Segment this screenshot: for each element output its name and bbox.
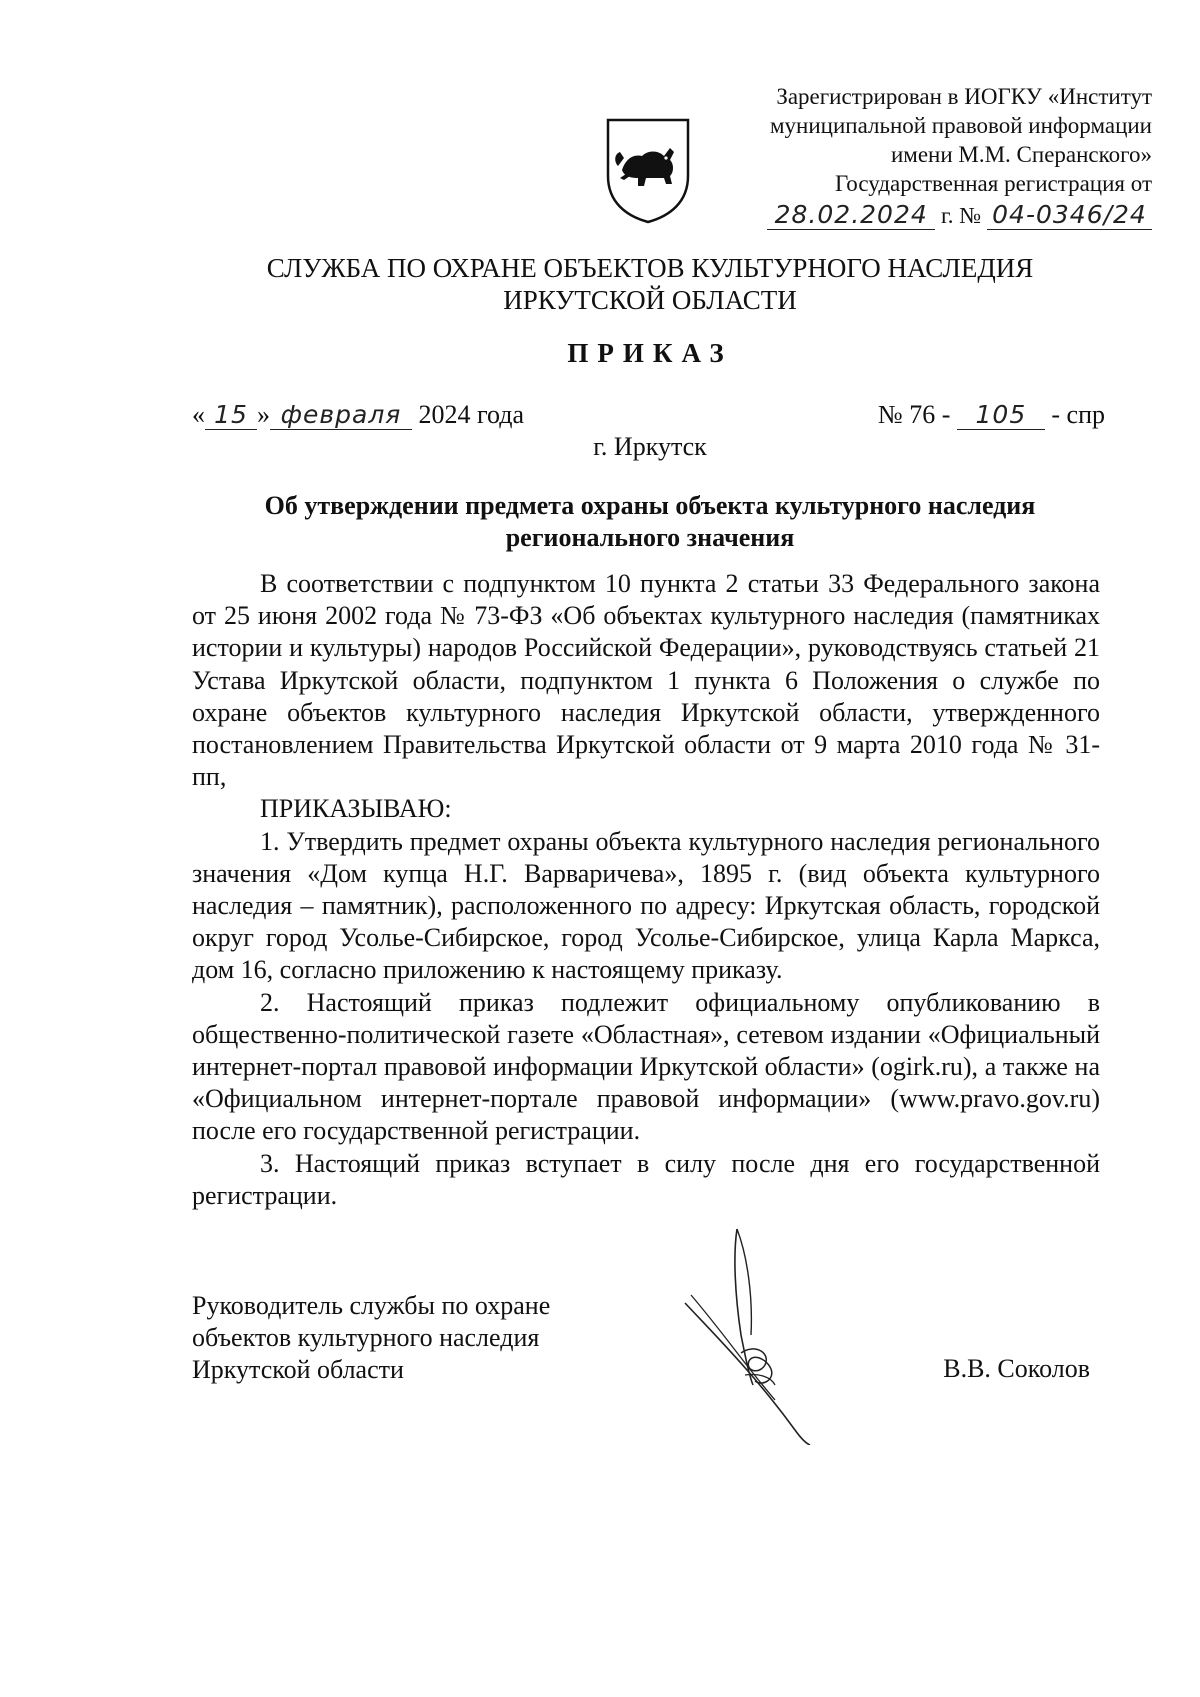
order-subject-line-2: регионального значения (505, 523, 795, 552)
order-date-year: 2024 года (418, 400, 525, 429)
order-date-open-quote: « (192, 400, 205, 429)
order-number-value: 105 (957, 400, 1045, 430)
registration-date: 28.02.2024 (767, 200, 935, 230)
order-body (192, 568, 1100, 1212)
coat-of-arms-emblem (600, 114, 696, 226)
command-word: ПРИКАЗЫВАЮ: (260, 794, 452, 824)
organization-line-1: СЛУЖБА ПО ОХРАНЕ ОБЪЕКТОВ КУЛЬТУРНОГО НАСЛЕДИЯ (266, 253, 1034, 283)
order-item-3: 3. Настоящий приказ вступает в силу после дня его государственной регистрации. (192, 1148, 1100, 1210)
order-number-prefix: № 76 - (877, 400, 951, 429)
order-number (878, 400, 1105, 430)
registration-numbers (712, 200, 1152, 230)
registration-number-label: г. № (940, 203, 982, 228)
organization-line-2: ИРКУТСКОЙ ОБЛАСТИ (503, 285, 797, 315)
handwritten-signature (675, 1225, 835, 1445)
order-date-month: февраля (270, 400, 412, 430)
order-subject (150, 490, 1150, 554)
organization-heading (150, 252, 1150, 316)
registration-line-1: Зарегистрирован в ИОГКУ «Институт (776, 84, 1152, 109)
registration-block (712, 82, 1152, 230)
order-item-2: 2. Настоящий приказ подлежит официальному опубликованию в общественно-политической газете «Областная», сетевом издании «Официальный интернет-портал правовой информации Иркутской области» (ogirk.ru), а также на «Официальном интернет-портале правовой информации» (www.pravo.gov.ru) после его государственной регистрации. (192, 987, 1100, 1146)
order-subject-line-1: Об утверждении предмета охраны объекта культурного наследия (264, 491, 1036, 520)
signatory-title (192, 1290, 550, 1386)
city: г. Иркутск (593, 432, 707, 461)
registration-line-2: муниципальной правовой информации (769, 113, 1152, 138)
order-date (192, 400, 524, 430)
registration-line-3: имени М.М. Сперанского» (890, 142, 1152, 167)
signatory-title-line-3: Иркутской области (192, 1355, 404, 1384)
registration-number: 04-0346/24 (987, 200, 1152, 230)
order-item-1: 1. Утвердить предмет охраны объекта культурного наследия регионального значения «Дом купца Н.Г. Варваричева», 1895 г. (вид объекта культурного наследия – памятник), расположенного по адресу: Иркутская область, городской округ город Усолье-Сибирское, город Усолье-Сибирское, улица Карла Маркса, дом 16, согласно приложению к настоящему приказу. (192, 826, 1100, 985)
signatory-name: В.В. Соколов (943, 1354, 1090, 1383)
order-date-close-quote: » (257, 400, 270, 429)
signatory-title-line-2: объектов культурного наследия (192, 1323, 540, 1352)
preamble-paragraph: В соответствии с подпунктом 10 пункта 2 статьи 33 Федерального закона от 25 июня 2002 года № 73-ФЗ «Об объектах культурного наследия (памятниках истории и культуры) народов Российской Федерации», руководствуясь статьей 21 Устава Иркутской области, подпунктом 1 пункта 6 Положения о службе по охране объектов культурного наследия Иркутской области, утвержденного постановлением Правительства Иркутской области от 9 марта 2010 года № 31-пп, (192, 569, 1100, 792)
order-date-day: 15 (205, 400, 257, 430)
registration-line-4: Государственная регистрация от (835, 171, 1152, 196)
signatory-title-line-1: Руководитель службы по охране (192, 1291, 551, 1320)
order-title: ПРИКАЗ (567, 338, 733, 368)
order-number-suffix: - спр (1051, 400, 1105, 429)
